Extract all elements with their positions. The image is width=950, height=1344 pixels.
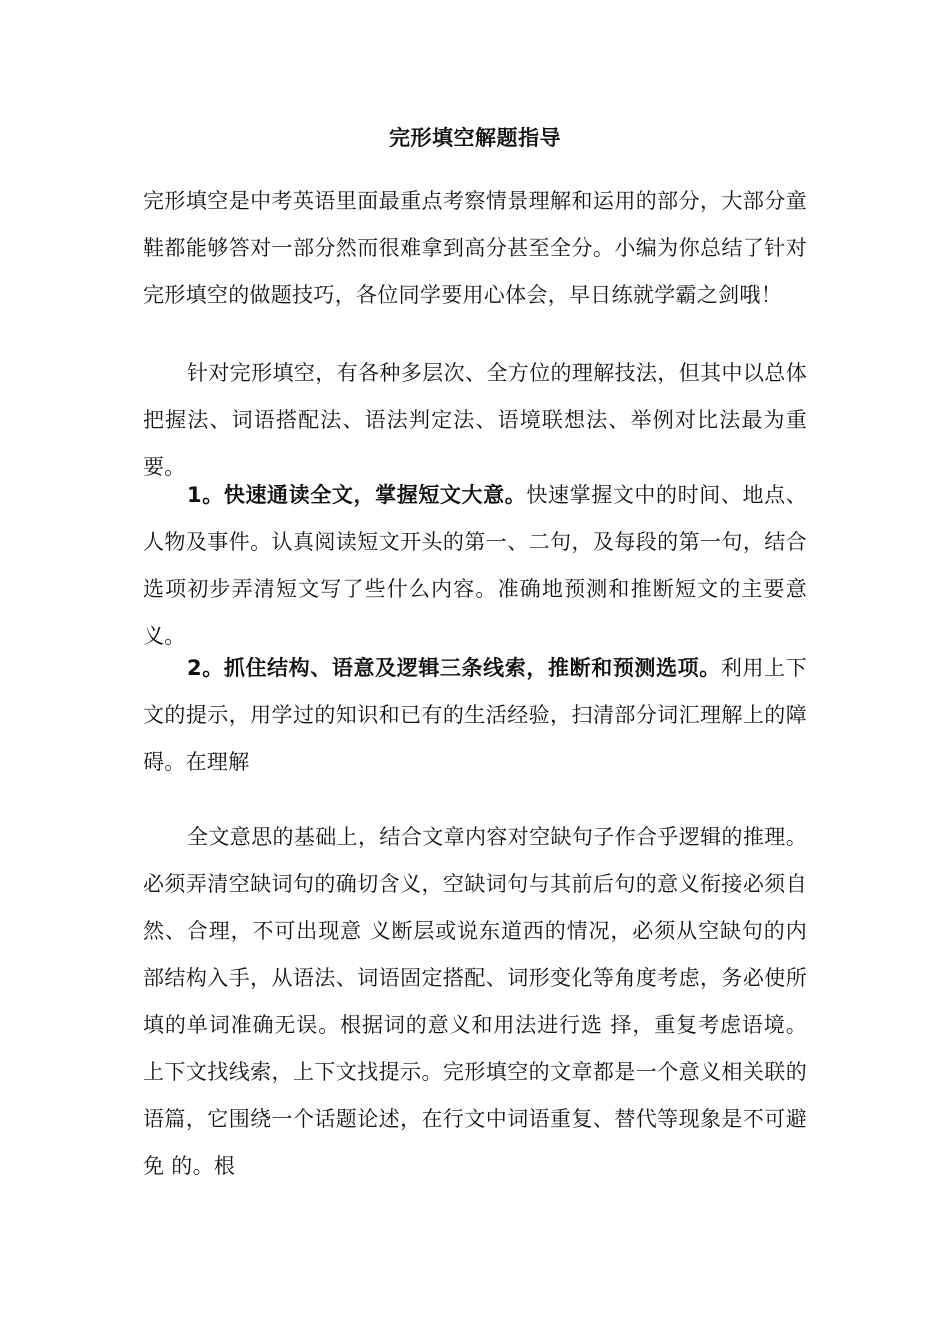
point-2-heading: 2。抓住结构、语意及逻辑三条线索，推断和预测选项。 — [187, 656, 721, 680]
point-1-paragraph — [143, 472, 807, 660]
point-2-paragraph — [143, 645, 807, 786]
intro-paragraph: 完形填空是中考英语里面最重点考察情景理解和运用的部分，大部分童鞋都能够答对一部分然而很难拿到高分甚至全分。小编为你总结了针对完形填空的做题技巧，各位同学要用心体会，早日练就学霸之剑哦！ — [143, 189, 807, 307]
point-1-heading: 1。快速通读全文，掌握短文大意。 — [187, 483, 527, 507]
point-1-body: 快速掌握文中的时间、地点、人物及事件。认真阅读短文开头的第一、二句，及每段的第一句，结合选项初步弄清短文写了些什么内容。准确地预测和推断短文的主要意义。 — [143, 483, 807, 648]
continuation-paragraph: 全文意思的基础上，结合文章内容对空缺句子作合乎逻辑的推理。必须弄清空缺词句的确切含义，空缺词句与其前后句的意义衔接必须自然、合理，不可出现意 义断层或说东道西的情况，必须从空缺句的内部结构入手，从语法、词语固定搭配、词形变化等角度考虑，务必使所填的单词准确无误。根据词的意义和用法进行选 择，重复考虑语境。上下文找线索，上下文找提示。完形填空的文章都是一个意义相关联的语篇，它围绕一个话题论述，在行文中词语重复、替代等现象是不可避免 的。根 — [143, 825, 807, 1178]
point-2-body: 利用上下文的提示，用学过的知识和已有的生活经验，扫清部分词汇理解上的障碍。在理解 — [143, 656, 808, 774]
document-title: 完形填空解题指导 — [389, 126, 561, 150]
methods-paragraph: 针对完形填空，有各种多层次、全方位的理解技法，但其中以总体把握法、词语搭配法、语法判定法、语境联想法、举例对比法最为重要。 — [143, 361, 807, 479]
